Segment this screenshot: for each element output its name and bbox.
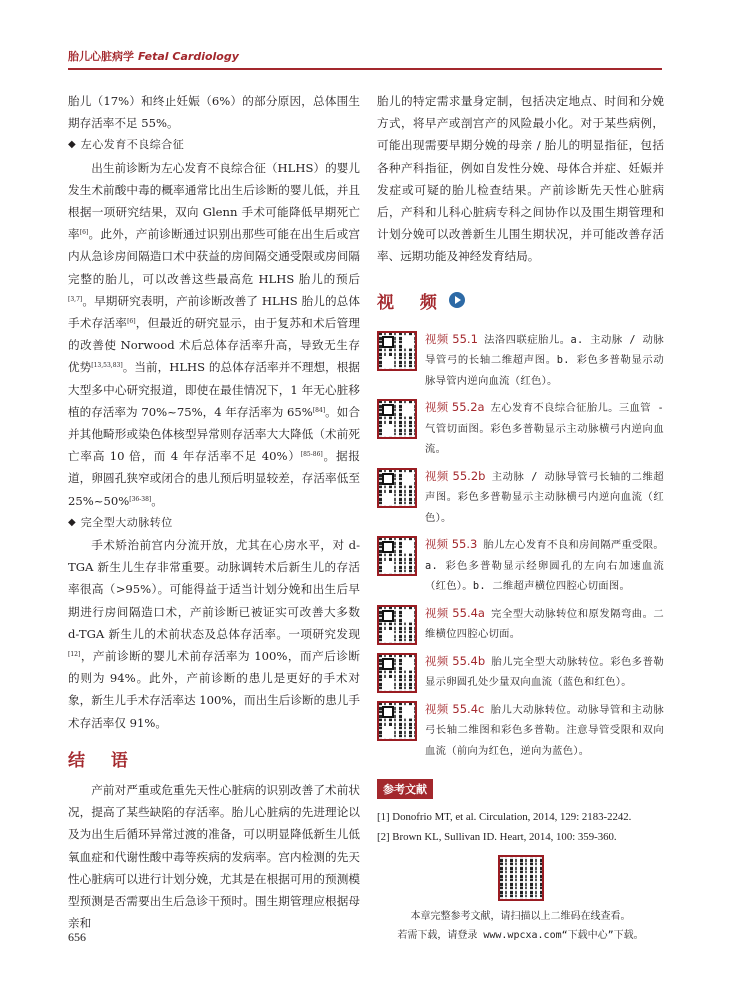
citation: [12] bbox=[68, 651, 81, 659]
references-title: 参考文献 bbox=[377, 779, 433, 799]
video-item[interactable] bbox=[377, 603, 664, 645]
qr-code-icon[interactable] bbox=[377, 536, 417, 576]
video-item[interactable] bbox=[377, 699, 664, 762]
references-note: 本章完整参考文献，请扫描以上二维码在线查看。 bbox=[410, 911, 631, 923]
text-run: 。据报道，卵圆孔狭窄或闭合的患儿预后明显较差，存活率低至 25%~50% bbox=[68, 449, 360, 508]
header-title-zh: 胎儿心脏病学 bbox=[68, 50, 134, 63]
video-label[interactable]: 视频 55.4a bbox=[425, 605, 485, 620]
text-run: 出生前诊断为左心发育不良综合征（HLHS）的婴儿发生术前酸中毒的概率通常比出生后诊断的婴儿低，并且根据一项研究结果，双向 Glenn 手术可能降低早期死亡率 bbox=[68, 160, 360, 242]
text-run: 。如合并其他畸形或染色体核型异常则存活率大大降低（术前死亡率高 10 倍，而 4 年存活率不足 40%） bbox=[68, 404, 360, 464]
video-caption bbox=[425, 603, 664, 645]
subheading-text: 左心发育不良综合征 bbox=[80, 138, 185, 152]
video-item[interactable] bbox=[377, 466, 664, 529]
paragraph-conclusion: 产前对严重或危重先天性心脏病的识别改善了术前状况，提高了某些缺陷的存活率。胎儿心脏病的先进理论以及为出生后循环异常过渡的准备，可以明显降低新生儿低氧血症和代谢性酸中毒等疾病的发病率。宫内检测的先天性心脏病可以进行计划分娩，尤其是在根据可用的预测模型预测是否需要出生后急诊干预时。围生期管理应根据母亲和 bbox=[68, 782, 360, 931]
video-caption bbox=[425, 699, 664, 762]
citation: [13,53,83] bbox=[91, 362, 123, 370]
qr-code-icon[interactable] bbox=[377, 399, 417, 439]
citation: [36-38] bbox=[129, 495, 152, 503]
references-qr-wrap bbox=[377, 855, 664, 901]
video-desc: 主动脉 / 动脉导管弓长轴的二维超声图。彩色多普勒显示主动脉横弓内逆向血流（红色）。 bbox=[425, 470, 665, 524]
reference-item: [2] Brown KL, Sullivan ID. Heart, 2014, 100: 359-360. bbox=[377, 831, 617, 844]
text-run: 手术矫治前宫内分流开放，尤其在心房水平，对 d-TGA 新生儿生存非常重要。动脉调转术后新生儿的存活率很高（>95%）。可能得益于适当计划分娩和出生后早期进行房间隔造口术，产前诊断已被证实可改善大多数 d-TGA 新生儿的术前状态及总体存活率。一项研究发现 bbox=[68, 538, 360, 641]
video-desc: 法洛四联症胎儿。a. 主动脉 / 动脉导管弓的长轴二维超声图。b. 彩色多普勒显示动脉导管内逆向血流（红色）。 bbox=[425, 333, 664, 387]
video-desc: 完全型大动脉转位和原发隔弯曲。二维横位四腔心切面。 bbox=[425, 607, 664, 641]
video-label[interactable]: 视频 55.4c bbox=[425, 701, 485, 716]
video-caption bbox=[425, 397, 664, 460]
left-column bbox=[68, 90, 360, 934]
video-caption bbox=[425, 651, 664, 693]
header-title-en: Fetal Cardiology bbox=[138, 50, 239, 63]
video-label[interactable]: 视频 55.4b bbox=[425, 653, 486, 668]
video-caption bbox=[425, 534, 664, 597]
subheading-text: 完全型大动脉转位 bbox=[80, 515, 173, 529]
diamond-icon: ◆ bbox=[68, 139, 76, 151]
video-desc: 胎儿完全型大动脉转位。彩色多普勒显示卵圆孔处少量双向血流（蓝色和红色）。 bbox=[425, 655, 664, 689]
video-item[interactable] bbox=[377, 397, 664, 460]
header-title bbox=[68, 48, 662, 64]
video-item[interactable] bbox=[377, 329, 664, 392]
citation: [84] bbox=[312, 406, 326, 414]
text-run: ，产前诊断的婴儿术前存活率为 100%，而产后诊断的则为 94%。此外，产前诊断的患儿是更好的手术对象，新生儿手术存活率达 100%，而出生后诊断的患儿手术存活率仅 91%。 bbox=[68, 649, 360, 730]
video-desc: 左心发育不良综合征胎儿。三血管 - 气管切面图。彩色多普勒显示主动脉横弓内逆向血流。 bbox=[425, 402, 665, 456]
paragraph-hlhs bbox=[68, 157, 360, 512]
video-label[interactable]: 视频 55.1 bbox=[425, 331, 478, 346]
video-caption bbox=[425, 466, 664, 529]
video-label[interactable]: 视频 55.2a bbox=[425, 400, 485, 415]
qr-code-icon[interactable] bbox=[377, 653, 417, 693]
reference-item: [1] Donofrio MT, et al. Circulation, 2014, 129: 2183-2242. bbox=[377, 811, 632, 824]
video-section-header bbox=[377, 288, 664, 313]
video-label[interactable]: 视频 55.3 bbox=[425, 537, 478, 552]
text-run: 。早期研究表明，产前诊断改善了 HLHS 胎儿的总体手术存活率 bbox=[68, 293, 360, 331]
page-number: 656 bbox=[68, 930, 86, 944]
video-caption bbox=[425, 329, 664, 392]
text-run: 。当前，HLHS 的总体存活率并不理想，根据大型多中心研究报道，即使在最佳情况下，1 年无心脏移植的存活率为 70%~75%，4 年存活率为 65% bbox=[68, 360, 360, 419]
references-download-note: 若需下载，请登录 www.wpcxa.com“下载中心”下载。 bbox=[397, 930, 644, 942]
right-column bbox=[377, 90, 664, 945]
citation: [6] bbox=[79, 229, 89, 237]
qr-code-icon[interactable] bbox=[377, 468, 417, 508]
text-run: ，但最近的研究显示，由于复苏和术后管理的改善使 Norwood 术后总体存活率升高，导致无生存优势 bbox=[68, 316, 360, 375]
video-item[interactable] bbox=[377, 651, 664, 693]
qr-code-icon[interactable] bbox=[377, 605, 417, 645]
diamond-icon: ◆ bbox=[68, 516, 76, 528]
video-item[interactable] bbox=[377, 534, 664, 597]
citation: [85-86] bbox=[300, 451, 323, 459]
text-run: 。 bbox=[151, 493, 163, 508]
conclusion-title: 结 语 bbox=[68, 750, 138, 771]
citation: [3,7] bbox=[68, 295, 83, 303]
paragraph-tga bbox=[68, 534, 360, 734]
subheading-hlhs bbox=[68, 134, 360, 156]
running-header bbox=[68, 48, 662, 70]
references-qr-code-icon[interactable] bbox=[498, 855, 544, 901]
video-title: 视 频 bbox=[377, 292, 447, 313]
play-icon bbox=[449, 292, 465, 308]
header-rule bbox=[68, 68, 662, 70]
video-list bbox=[377, 329, 664, 762]
paragraph: 胎儿的特定需求量身定制，包括决定地点、时间和分娩方式，将早产或剖宫产的风险最小化。对于某些病例，可能出现需要早期分娩的母亲 / 胎儿的明显指征，包括各种产科指征，例如自发性分娩、母体合并症、妊娠并发症或可疑的胎儿检查结果。产前诊断先天性心脏病后，产科和儿科心脏病专科之间协作以及围生期管理和计划分娩可以改善新生儿围生期状况，并可能改善存活率、远期功能及神经发育结局。 bbox=[377, 94, 664, 264]
qr-code-icon[interactable] bbox=[377, 331, 417, 371]
video-desc: 胎儿左心发育不良和房间隔严重受限。a. 彩色多普勒显示经卵圆孔的左向右加速血流（红色）。b. 二维超声横位四腔心切面图。 bbox=[425, 539, 664, 593]
citation: [6] bbox=[127, 318, 136, 326]
video-desc: 胎儿大动脉转位。动脉导管和主动脉弓长轴二维图和彩色多普勒。注意导管受限和双向血流（前向为红色，逆向为蓝色）。 bbox=[425, 703, 664, 757]
text-run: 。此外，产前诊断通过识别出那些可能在出生后或宫内从急诊房间隔造口术中获益的房间隔交通受限或房间隔完整的胎儿，可以改善这些最高危 HLHS 胎儿的预后 bbox=[68, 227, 360, 286]
subheading-tga bbox=[68, 512, 360, 534]
qr-code-icon[interactable] bbox=[377, 701, 417, 741]
paragraph: 胎儿（17%）和终止妊娠（6%）的部分原因，总体围生期存活率不足 55%。 bbox=[68, 94, 360, 131]
video-label[interactable]: 视频 55.2b bbox=[425, 468, 486, 483]
